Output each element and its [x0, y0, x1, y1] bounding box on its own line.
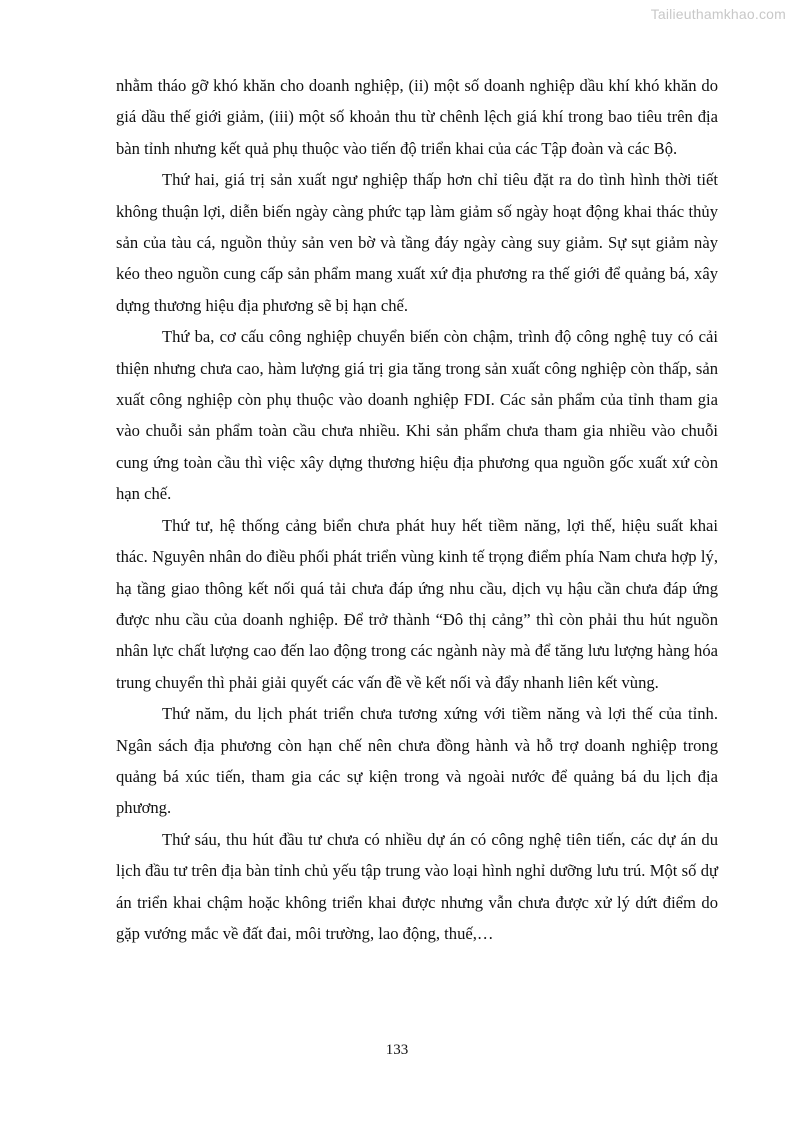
- paragraph-thu-tu: Thứ tư, hệ thống cảng biển chưa phát huy hết tiềm năng, lợi thế, hiệu suất khai thác. Nguyên nhân do điều phối phát triển vùng kinh tế trọng điểm phía Nam chưa hợp lý, hạ tầng giao thông kết nối quá tải chưa đáp ứng nhu cầu, dịch vụ hậu cần chưa đáp ứng được nhu cầu của doanh nghiệp. Để trở thành “Đô thị cảng” thì còn phải thu hút nguồn nhân lực chất lượng cao đến lao động trong các ngành này mà để tăng lưu lượng hàng hóa trung chuyển thì phải giải quyết các vấn đề về kết nối và đẩy nhanh liên kết vùng.: [116, 515, 718, 692]
- paragraph-continuation: nhằm tháo gỡ khó khăn cho doanh nghiệp, (ii) một số doanh nghiệp dầu khí khó khăn do giá dầu thế giới giảm, (iii) một số khoản thu từ chênh lệch giá khí trong bao tiêu trên địa bàn tỉnh nhưng kết quả phụ thuộc vào tiến độ triển khai của các Tập đoàn và các Bộ.: [116, 76, 718, 158]
- paragraph-thu-sau: Thứ sáu, thu hút đầu tư chưa có nhiều dự án có công nghệ tiên tiến, các dự án du lịch đầu tư trên địa bàn tỉnh chủ yếu tập trung vào loại hình nghỉ dưỡng lưu trú. Một số dự án triển khai chậm hoặc không triển khai được nhưng vẫn chưa được xử lý dứt điểm do gặp vướng mắc về đất đai, môi trường, lao động, thuế,…: [116, 829, 718, 943]
- watermark-text: Tailieuthamkhao.com: [650, 6, 786, 22]
- paragraph-thu-nam: Thứ năm, du lịch phát triển chưa tương xứng với tiềm năng và lợi thế của tỉnh. Ngân sách địa phương còn hạn chế nên chưa đồng hành và hỗ trợ doanh nghiệp trong quảng bá xúc tiến, tham gia các sự kiện trong và ngoài nước để quảng bá du lịch địa phương.: [116, 704, 718, 818]
- paragraph-thu-ba: Thứ ba, cơ cấu công nghiệp chuyển biến còn chậm, trình độ công nghệ tuy có cải thiện nhưng chưa cao, hàm lượng giá trị gia tăng trong sản xuất công nghiệp còn thấp, sản xuất công nghiệp còn phụ thuộc vào doanh nghiệp FDI. Các sản phẩm của tỉnh tham gia vào chuỗi sản phẩm toàn cầu chưa nhiều. Khi sản phẩm chưa tham gia nhiều vào chuỗi cung ứng toàn cầu thì việc xây dựng thương hiệu địa phương qua nguồn gốc xuất xứ còn hạn chế.: [116, 327, 718, 504]
- document-body: [116, 70, 718, 949]
- paragraph-thu-hai: Thứ hai, giá trị sản xuất ngư nghiệp thấp hơn chỉ tiêu đặt ra do tình hình thời tiết không thuận lợi, diễn biến ngày càng phức tạp làm giảm số ngày hoạt động khai thác thủy sản của tàu cá, nguồn thủy sản ven bờ và tầng đáy ngày càng suy giảm. Sự sụt giảm này kéo theo nguồn cung cấp sản phẩm mang xuất xứ địa phương ra thế giới để quảng bá, xây dựng thương hiệu địa phương sẽ bị hạn chế.: [116, 170, 718, 315]
- page-number: 133: [385, 1042, 409, 1058]
